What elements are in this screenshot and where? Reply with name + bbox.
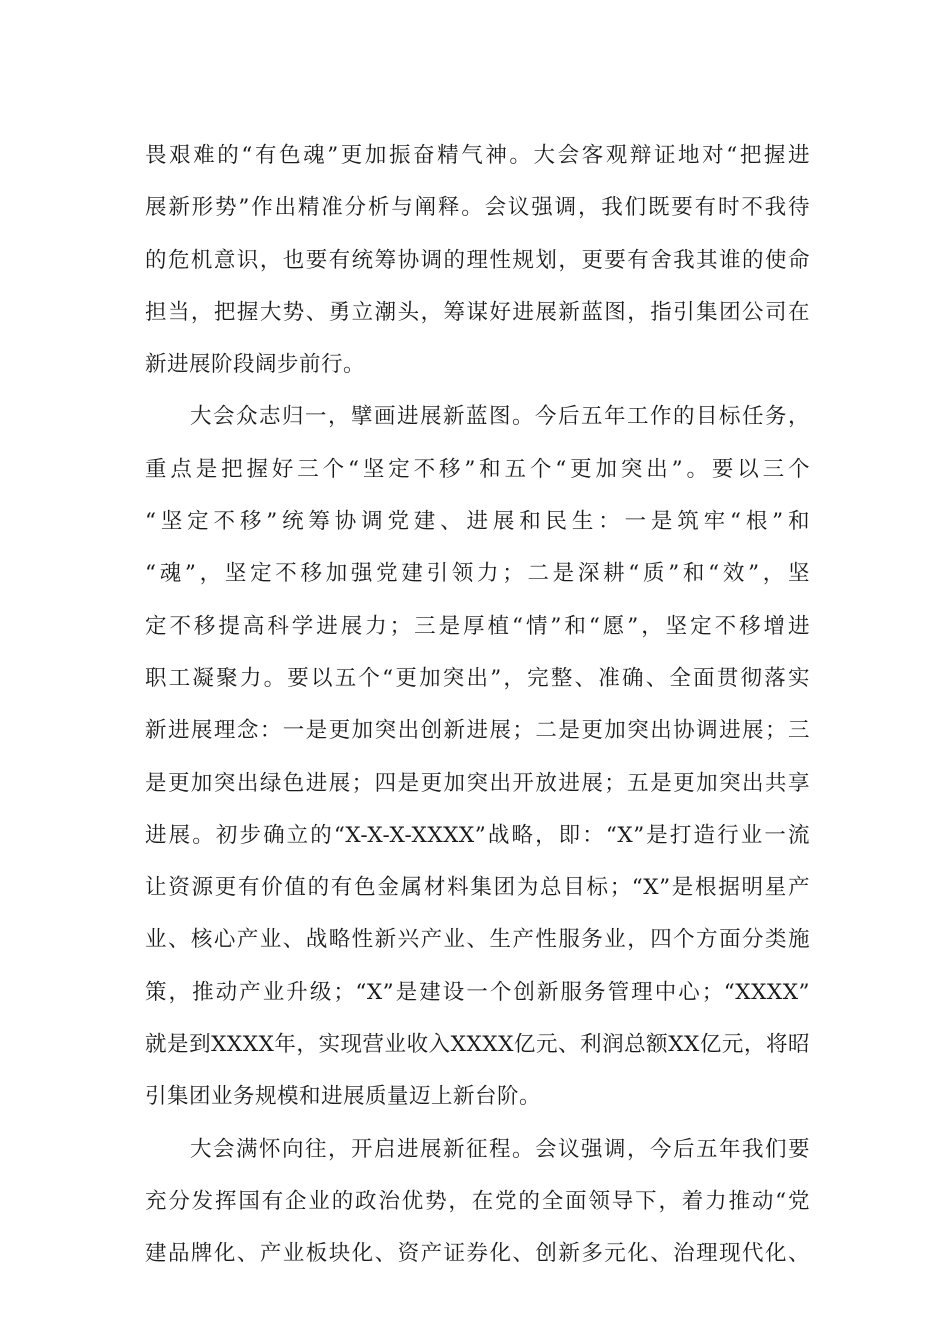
text-line: 让资源更有价值的有色金属材料集团为总目标；“X”是根据明星产 [145, 875, 810, 901]
paragraph-first-line: 大会众志归一，擘画进展新蓝图。今后五年工作的目标任务， [190, 404, 810, 430]
text-line: 建品牌化、产业板块化、资产证券化、创新多元化、治理现代化、 [145, 1241, 810, 1267]
text-line: 进展。初步确立的“X-X-X-XXXX”战略，即：“X”是打造行业一流 [145, 822, 810, 848]
text-line: 策，推动产业升级；“X”是建设一个创新服务管理中心；“XXXX” [145, 979, 810, 1005]
text-line: 定不移提高科学进展力；三是厚植“情”和“愿”，坚定不移增进 [145, 613, 810, 639]
text-line: 担当，把握大势、勇立潮头，筹谋好进展新蓝图，指引集团公司在 [145, 299, 810, 325]
paragraph-first-line: 大会满怀向往，开启进展新征程。会议强调，今后五年我们要 [190, 1136, 810, 1162]
text-line: 新进展阶段阔步前行。 [145, 352, 366, 378]
text-line: 新进展理念：一是更加突出创新进展；二是更加突出协调进展；三 [145, 718, 810, 744]
text-line: 重点是把握好三个“坚定不移”和五个“更加突出”。要以三个 [145, 456, 810, 482]
text-line: “魂”，坚定不移加强党建引领力；二是深耕“质”和“效”，坚 [145, 561, 810, 587]
text-line: 职工凝聚力。要以五个“更加突出”，完整、准确、全面贯彻落实 [145, 665, 810, 691]
text-line: 畏艰难的“有色魂”更加振奋精气神。大会客观辩证地对“把握进 [145, 143, 810, 168]
text-line: 展新形势”作出精准分析与阐释。会议强调，我们既要有时不我待 [145, 195, 810, 221]
text-line: 就是到XXXX年，实现营业收入XXXX亿元、利润总额XX亿元，将昭 [145, 1032, 810, 1058]
text-line: 业、核心产业、战略性新兴产业、生产性服务业，四个方面分类施 [145, 927, 810, 953]
text-line: “坚定不移”统筹协调党建、进展和民生：一是筑牢“根”和 [145, 509, 810, 535]
text-line: 充分发挥国有企业的政治优势，在党的全面领导下，着力推动“党 [145, 1188, 810, 1214]
body-text [145, 130, 810, 1281]
text-line: 是更加突出绿色进展；四是更加突出开放进展；五是更加突出共享 [145, 770, 810, 796]
text-line: 引集团业务规模和进展质量迈上新台阶。 [145, 1084, 542, 1110]
text-line: 的危机意识，也要有统筹协调的理性规划，更要有舍我其谁的使命 [145, 247, 810, 273]
